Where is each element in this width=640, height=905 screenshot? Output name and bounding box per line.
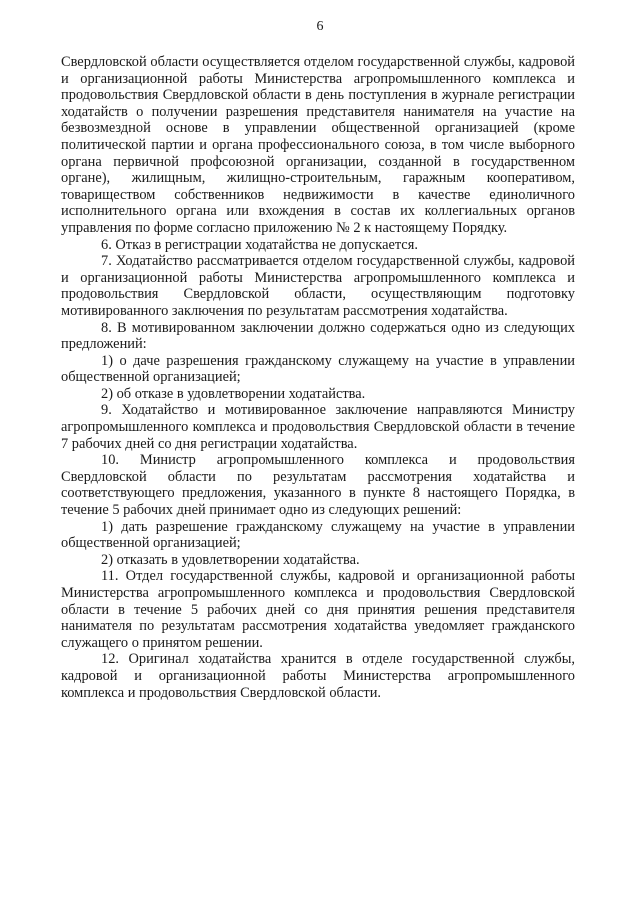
paragraph-item-8-option-2: 2) об отказе в удовлетворении ходатайства. [101, 385, 366, 402]
page-number: 6 [316, 19, 324, 34]
paragraph-item-7: 7. Ходатайство рассматривается отделом государственной службы, кадровой и организационной работы Министерства агропромышленного комплекса и продовольствия Свердловской области, осуществляющим подготовку мотивированного заключения по результатам рассмотрения ходатайства. [61, 253, 575, 319]
paragraph-item-10-option-1: 1) дать разрешение гражданскому служащему на участие в управлении общественной организацией; [61, 518, 575, 552]
paragraph-item-8: 8. В мотивированном заключении должно содержаться одно из следующих предложений: [61, 319, 575, 353]
paragraph-item-10: 10. Министр агропромышленного комплекса и продовольствия Свердловской области по результатам рассмотрения ходатайства и соответствующего предложения, указанного в пункте 8 настоящего Порядка, в течение 5 рабочих дней принимает одно из следующих решений: [61, 452, 575, 519]
paragraph-item-12: 12. Оригинал ходатайства хранится в отделе государственной службы, кадровой и организационной работы Министерства агропромышленного комплекса и продовольствия Свердловской области. [61, 651, 575, 701]
paragraph-item-11: 11. Отдел государственной службы, кадровой и организационной работы Министерства агропромышленного комплекса и продовольствия Свердловской области в течение 5 рабочих дней со дня принятия решения представителя нанимателя по результатам рассмотрения ходатайства уведомляет гражданского служащего о принятом решении. [61, 568, 575, 651]
paragraph-item-10-option-2: 2) отказать в удовлетворении ходатайства. [101, 551, 360, 568]
paragraph-item-9: 9. Ходатайство и мотивированное заключение направляются Министру агропромышленного комплекса и продовольствия Свердловской области в течение 7 рабочих дней со дня регистрации ходатайства. [61, 402, 575, 452]
paragraph-continued: Свердловской области осуществляется отделом государственной службы, кадровой и организационной работы Министерства агропромышленного комплекса и продовольствия Свердловской области в день поступления в журнале регистрации ходатайств о получении разрешения представителя нанимателя на участие на безвозмездной основе в управлении общественной организацией (кроме политической партии и органа профессионального союза, в том числе выборного органа первичной профсоюзной организации, созданной в государственном органе), жилищным, жилищно-строительным, гаражным кооперативом, товариществом собственников недвижимости в качестве единоличного исполнительного органа или вхождения в состав их коллегиальных органов управления по форме согласно приложению № 2 к настоящему Порядку. [61, 54, 575, 236]
document-body [61, 54, 575, 701]
paragraph-item-8-option-1: 1) о даче разрешения гражданскому служащему на участие в управлении общественной организацией; [61, 352, 575, 386]
paragraph-item-6: 6. Отказ в регистрации ходатайства не допускается. [101, 236, 418, 253]
